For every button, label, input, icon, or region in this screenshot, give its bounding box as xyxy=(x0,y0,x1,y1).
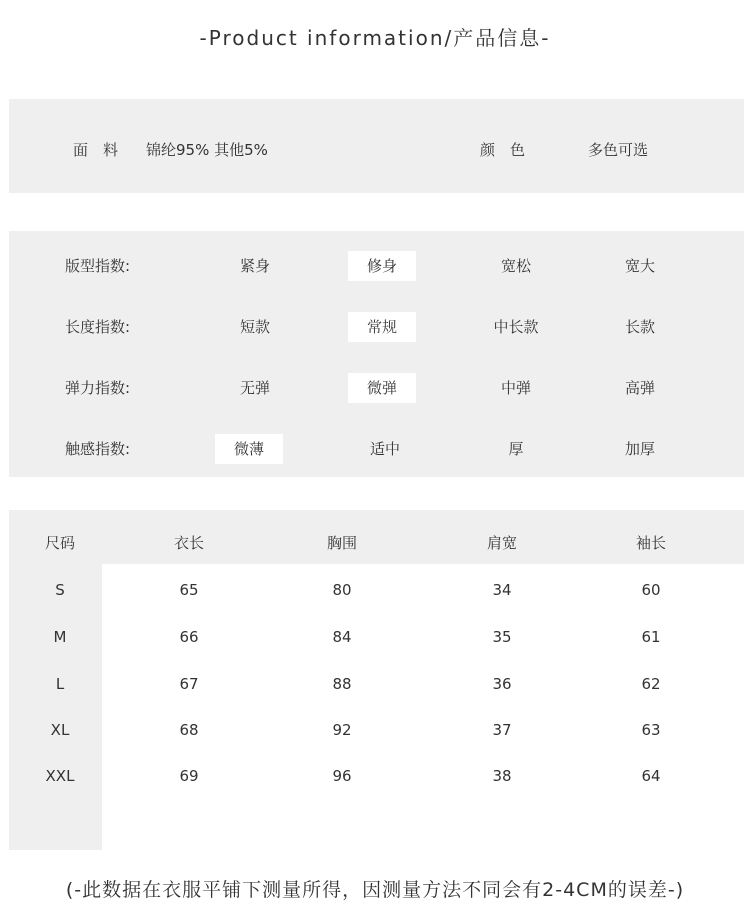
sleeve-cell: 63 xyxy=(641,721,661,739)
length-cell: 68 xyxy=(179,721,199,739)
index-section xyxy=(9,231,744,477)
fabric-value: 锦纶95% 其他5% xyxy=(146,141,268,159)
size-cell: XXL xyxy=(45,767,75,785)
index-option: 宽松 xyxy=(500,257,531,275)
length-cell: 65 xyxy=(179,581,199,599)
length-cell: 67 xyxy=(179,675,199,693)
length-cell: 69 xyxy=(179,767,199,785)
shoulder-cell: 34 xyxy=(492,581,512,599)
size-cell: XL xyxy=(50,721,70,739)
index-option: 无弹 xyxy=(239,379,270,397)
index-option: 中弹 xyxy=(500,379,531,397)
size-table-body xyxy=(102,564,744,850)
header-shoulder: 肩宽 xyxy=(486,534,517,552)
index-option: 加厚 xyxy=(624,440,655,458)
index-option: 紧身 xyxy=(239,257,270,275)
size-cell: S xyxy=(55,581,65,599)
sleeve-cell: 61 xyxy=(641,628,661,646)
shoulder-cell: 35 xyxy=(492,628,512,646)
chest-cell: 80 xyxy=(332,581,352,599)
index-option: 宽大 xyxy=(624,257,655,275)
chest-cell: 92 xyxy=(332,721,352,739)
index-row xyxy=(9,312,744,342)
index-option: 修身 xyxy=(348,251,416,281)
color-value: 多色可选 xyxy=(588,141,649,159)
header-sleeve: 袖长 xyxy=(635,534,666,552)
page-title: -Product information/产品信息- xyxy=(199,26,551,50)
index-label: 触感指数: xyxy=(65,440,131,458)
index-option: 厚 xyxy=(508,440,524,458)
index-option: 长款 xyxy=(624,318,655,336)
sleeve-cell: 64 xyxy=(641,767,661,785)
shoulder-cell: 38 xyxy=(492,767,512,785)
sleeve-cell: 60 xyxy=(641,581,661,599)
chest-cell: 96 xyxy=(332,767,352,785)
index-option: 中长款 xyxy=(493,318,539,336)
index-row xyxy=(9,251,744,281)
index-option: 短款 xyxy=(239,318,270,336)
index-option: 高弹 xyxy=(624,379,655,397)
header-chest: 胸围 xyxy=(326,534,357,552)
index-label: 长度指数: xyxy=(65,318,131,336)
index-row xyxy=(9,373,744,403)
shoulder-cell: 36 xyxy=(492,675,512,693)
header-length: 衣长 xyxy=(173,534,204,552)
index-option: 适中 xyxy=(369,440,400,458)
size-table xyxy=(9,510,744,850)
material-section xyxy=(9,99,744,193)
length-cell: 66 xyxy=(179,628,199,646)
size-cell: L xyxy=(55,675,65,693)
index-label: 弹力指数: xyxy=(65,379,131,397)
index-option: 微弹 xyxy=(348,373,416,403)
sleeve-cell: 62 xyxy=(641,675,661,693)
measurement-note: (-此数据在衣服平铺下测量所得，因测量方法不同会有2-4CM的误差-) xyxy=(65,879,685,901)
header-size: 尺码 xyxy=(44,534,75,552)
color-label: 颜 色 xyxy=(480,141,526,159)
index-option: 微薄 xyxy=(215,434,283,464)
index-option: 常规 xyxy=(348,312,416,342)
chest-cell: 88 xyxy=(332,675,352,693)
index-label: 版型指数: xyxy=(65,257,131,275)
index-row xyxy=(9,434,744,464)
shoulder-cell: 37 xyxy=(492,721,512,739)
size-cell: M xyxy=(53,628,67,646)
chest-cell: 84 xyxy=(332,628,352,646)
fabric-label: 面 料 xyxy=(73,141,119,159)
